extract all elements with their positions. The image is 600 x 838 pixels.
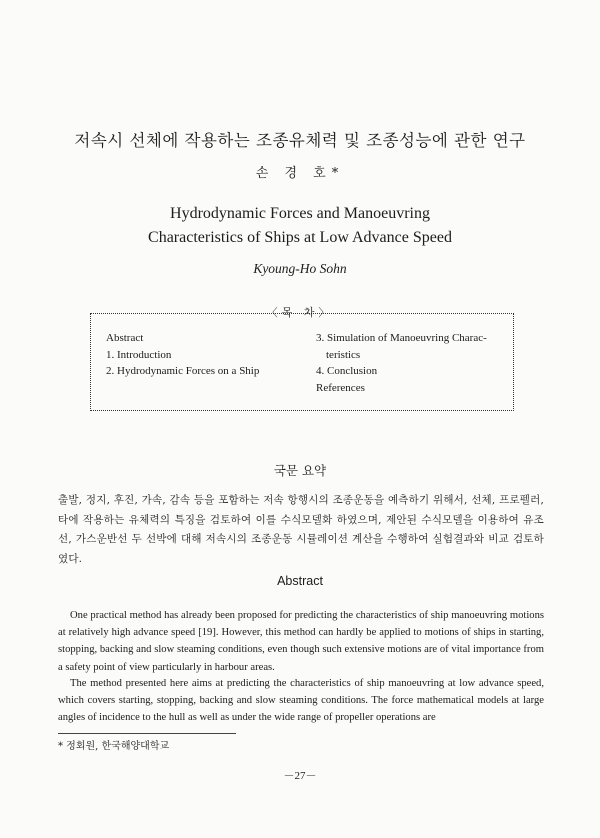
page-number: －27－: [283, 770, 317, 782]
english-author: Kyoung-Ho Sohn: [253, 261, 347, 276]
toc-item: 4. Conclusion: [316, 365, 378, 377]
footnote: * 정회원, 한국해양대학교: [58, 741, 170, 752]
toc-item: References: [316, 381, 365, 394]
toc-item: 2. Hydrodynamic Forces on a Ship: [106, 365, 260, 377]
table-of-contents-label: 〈목 차〉: [266, 306, 334, 319]
english-title-line2: Characteristics of Ships at Low Advance Speed: [148, 229, 452, 246]
abstract-heading: Abstract: [277, 574, 323, 588]
toc-item: 3. Simulation of Manoeuvring Charac-: [316, 332, 487, 344]
toc-item: 1. Introduction: [106, 348, 172, 361]
toc-item: teristics: [326, 348, 361, 361]
korean-title: 저속시 선체에 작용하는 조종유체력 및 조종성능에 관한 연구: [74, 131, 526, 150]
footnote-divider: [58, 733, 236, 734]
korean-abstract-heading: 국문 요약: [273, 463, 327, 478]
toc-right-column: [316, 330, 501, 396]
english-title-line1: Hydrodynamic Forces and Manoeuvring: [170, 205, 430, 222]
toc-item: Abstract: [106, 332, 144, 344]
korean-author: 손 경 호*: [255, 166, 345, 181]
toc-left-column: [106, 330, 259, 380]
abstract-paragraph-1: One practical method has already been proposed for predicting the characteristics of ship manoeuvring motions at relatively high advance speed [19]. However, this method can hardly be applied to motions of ships in starting, stopping, backing and slow steaming conditions, even though such extensive motions are of vital importance from a safety point of view particularly in harbour areas.: [58, 610, 544, 673]
abstract-paragraph-2: The method presented here aims at predicting the characteristics of ship manoeuvring at low advance speed, which covers starting, stopping, backing and slow steaming conditions. The force mathematical models at large angles of incidence to the hull as well as under the wide range of propeller operations are: [58, 678, 544, 724]
korean-abstract-text: 출발, 정지, 후진, 가속, 감속 등을 포함하는 저속 항행시의 조종운동을 예측하기 위해서, 선체, 프로펠러, 타에 작용하는 유체력의 특징을 검토하여 이를 수식모델화 하였으며, 제안된 수식모델을 이용하여 유조선, 가스운반선 두 선박에 대해 저속시의 조종운동 시뮬레이션 계산을 수행하여 실험결과와 비교 검토하였다.: [58, 494, 544, 565]
